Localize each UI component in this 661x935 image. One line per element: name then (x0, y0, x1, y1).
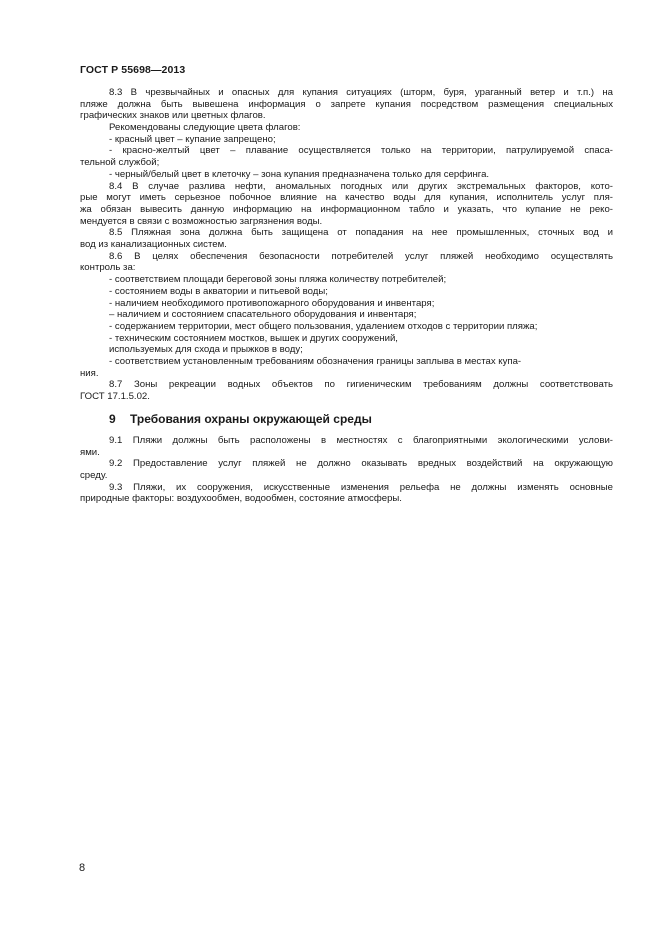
text-line: - техническим состоянием мостков, вышек и других сооружений, (109, 332, 398, 344)
text-line: мендуется в связи с возможностью загрязнения воды. (80, 215, 323, 227)
document-header: ГОСТ Р 55698—2013 (80, 64, 186, 76)
text-line: ями. (80, 446, 100, 458)
text-line: ГОСТ 17.1.5.02. (80, 391, 150, 403)
text-line: 8.3 В чрезвычайных и опасных для купания ситуациях (шторм, буря, ураганный ветер и т.п.) на (109, 87, 613, 98)
section-9-title: Требования охраны окружающей среды (130, 411, 372, 426)
text-line: ния. (80, 367, 99, 379)
text-line: графических знаков или цветных флагов. (80, 110, 266, 122)
section-9-heading (80, 412, 613, 426)
text-line: – наличием и состоянием спасательного оборудования и инвентаря; (109, 309, 417, 321)
text-line: среду. (80, 469, 108, 481)
text-line: 8.6 В целях обеспечения безопасности потребителей услуг пляжей необходимо осуществлять (109, 250, 613, 262)
text-line: - красный цвет – купание запрещено; (109, 133, 276, 145)
text-line: - соответствием установленным требованиям обозначения границы заплыва в местах купа- (109, 356, 522, 368)
text-line: - черный/белый цвет в клеточку – зона купания предназначена только для серфинга. (109, 168, 490, 180)
document-body (80, 87, 613, 505)
page-number: 8 (79, 862, 86, 874)
text-line: - состоянием воды в акватории и питьевой воды; (109, 285, 328, 297)
text-line: 9.3 Пляжи, их сооружения, искусственные изменения рельефа не должны изменять основные (109, 481, 613, 493)
text-line: жа обязан вывесить данную информацию на информационном табло и указать, что купание не реко- (80, 203, 613, 215)
text-line: 8.4 В случае разлива нефти, аномальных погодных или других экстремальных факторов, кото- (109, 180, 613, 192)
section-9-number: 9 (109, 411, 116, 426)
text-line: - наличием необходимого противопожарного оборудования и инвентаря; (109, 297, 435, 309)
section-8-text (80, 87, 613, 403)
text-line: природные факторы: воздухообмен, водообмен, состояние атмосферы. (80, 493, 402, 505)
text-line: 9.1 Пляжи должны быть расположены в местностях с благоприятными экологическими услови- (109, 434, 613, 446)
section-9-text (80, 435, 613, 505)
text-line: - красно-желтый цвет – плавание осуществляется только на территории, патрулируемой спаса- (109, 145, 613, 157)
text-line: Рекомендованы следующие цвета флагов: (109, 122, 301, 134)
text-line: тельной службой; (80, 157, 160, 169)
text-line: - содержанием территории, мест общего пользования, удалением отходов с территории пляжа; (109, 320, 538, 332)
text-line: - соответствием площади береговой зоны пляжа количеству потребителей; (109, 274, 447, 286)
text-line: 9.2 Предоставление услуг пляжей не должно оказывать вредных воздействий на окружающую (109, 458, 613, 470)
text-line: контроль за: (80, 262, 136, 274)
text-line: используемых для схода и прыжков в воду; (109, 344, 303, 356)
text-line: пляже должна быть вывешена информация о запрете купания посредством размещения специальных (80, 98, 613, 110)
text-line: рые могут иметь серьезное побочное влияние на качество воды для купания, исполнитель услуг пля- (80, 192, 613, 204)
text-line: 8.5 Пляжная зона должна быть защищена от попадания на нее промышленных, сточных вод и (109, 227, 613, 239)
text-line: 8.7 Зоны рекреации водных объектов по гигиеническим требованиям должны соответствовать (109, 379, 613, 391)
text-line: вод из канализационных систем. (80, 239, 227, 251)
